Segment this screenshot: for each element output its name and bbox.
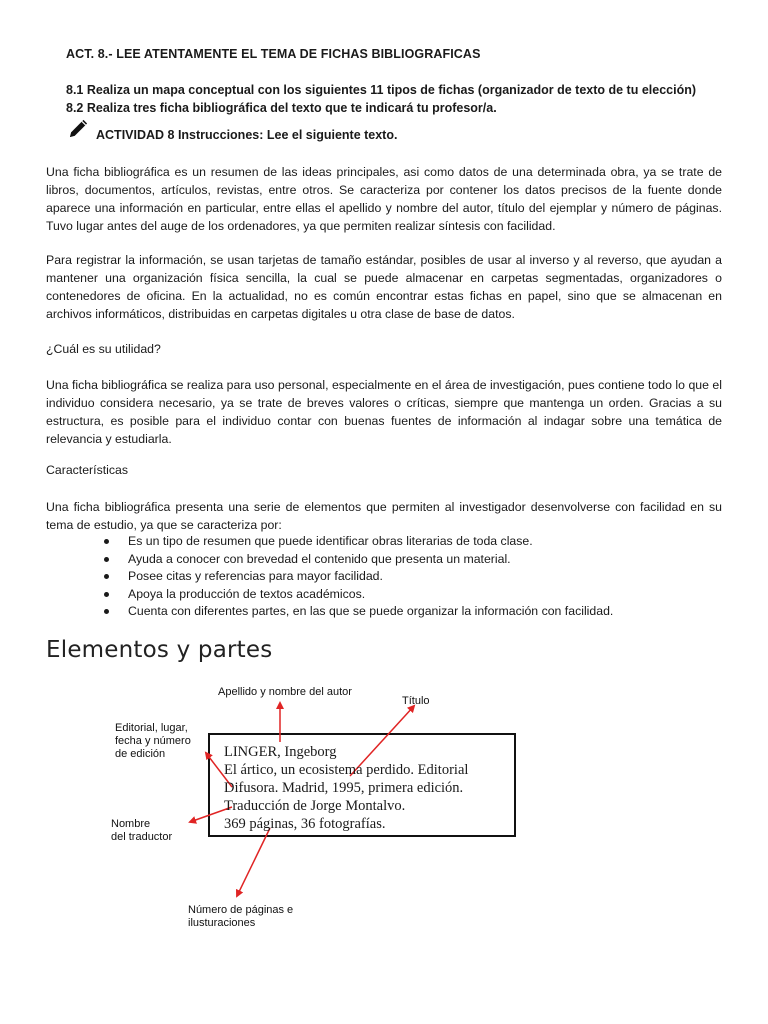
characteristics-list: [104, 533, 613, 621]
list-item: Posee citas y referencias para mayor facilidad.: [104, 568, 613, 586]
card-line-titulo: El ártico, un ecosistema perdido. Editorial: [224, 762, 469, 778]
arrow-paginas: [237, 828, 270, 896]
utility-question: ¿Cuál es su utilidad?: [46, 342, 161, 356]
list-item: Cuenta con diferentes partes, en las que se puede organizar la información con facilidad.: [104, 603, 613, 621]
label-editorial: Editorial, lugar, fecha y número de edición: [115, 722, 191, 760]
label-paginas: Número de páginas e ilusturaciones: [188, 904, 294, 929]
card-line-autor: LINGER, Ingeborg: [224, 744, 337, 760]
list-item: Es un tipo de resumen que puede identificar obras literarias de toda clase.: [104, 533, 613, 551]
instructions: ACTIVIDAD 8 Instrucciones: Lee el siguiente texto.: [96, 128, 398, 142]
label-autor: Apellido y nombre del autor: [218, 686, 352, 698]
bibliographic-card-diagram: [0, 670, 768, 950]
section-title: Elementos y partes: [46, 637, 273, 663]
label-traductor: Nombre del traductor: [111, 818, 173, 843]
paragraph-utility: Una ficha bibliográfica se realiza para uso personal, especialmente en el área de investigación, pues contiene todo lo que el individuo considera necesario, ya se trate de breves valores o críticas, siempre que mantenga un orden. Gracias a su estructura, es posible para el individuo contar con buenas fuentes de información al indagar sobre una temática de relevancia y estudiarla.: [46, 378, 722, 446]
list-item: Apoya la producción de textos académicos.: [104, 586, 613, 604]
task-8-2: 8.2 Realiza tres ficha bibliográfica del texto que te indicará tu profesor/a.: [66, 101, 497, 115]
task-8-1: 8.1 Realiza un mapa conceptual con los siguientes 11 tipos de fichas (organizador de texto de tu elección): [66, 83, 697, 97]
label-titulo: Título: [402, 695, 430, 707]
paragraph-definition: Una ficha bibliográfica es un resumen de las ideas principales, asi como datos de una determinada obra, ya se trate de libros, documentos, artículos, revistas, entre otros. Se caracteriza por contener los datos precisos de la fuente donde aparece una información en particular, entre ellas el apellido y nombre del autor, título del ejemplar y número de páginas. Tuvo lugar antes del auge de los ordenadores, ya que permiten realizar síntesis con facilidad.: [46, 165, 722, 233]
activity-title: ACT. 8.- LEE ATENTAMENTE EL TEMA DE FICHAS BIBLIOGRAFICAS: [66, 47, 481, 61]
pencil-icon: [67, 116, 91, 140]
list-item: Ayuda a conocer con brevedad el contenido que presenta un material.: [104, 551, 613, 569]
card-line-editorial: Difusora. Madrid, 1995, primera edición.: [224, 780, 464, 796]
card-line-traductor: Traducción de Jorge Montalvo.: [224, 798, 406, 814]
paragraph-characteristics: Una ficha bibliográfica presenta una serie de elementos que permiten al investigador desenvolverse con facilidad en su tema de estudio, ya que se caracteriza por:: [46, 500, 722, 532]
card-line-paginas: 369 páginas, 36 fotografías.: [224, 816, 386, 832]
paragraph-registration: Para registrar la información, se usan tarjetas de tamaño estándar, posibles de usar al inverso y al reverso, que ayudan a mantener una organización física sencilla, la cual se puede almacenar en carpetas segmentadas, organizadores o contenedores de oficina. En la actualidad, no es común encontrar estas fichas en papel, sino que se almacenan en archivos informáticos, distribuidas en carpetas digitales u otra clase de base de datos.: [46, 253, 722, 321]
characteristics-heading: Características: [46, 463, 129, 477]
